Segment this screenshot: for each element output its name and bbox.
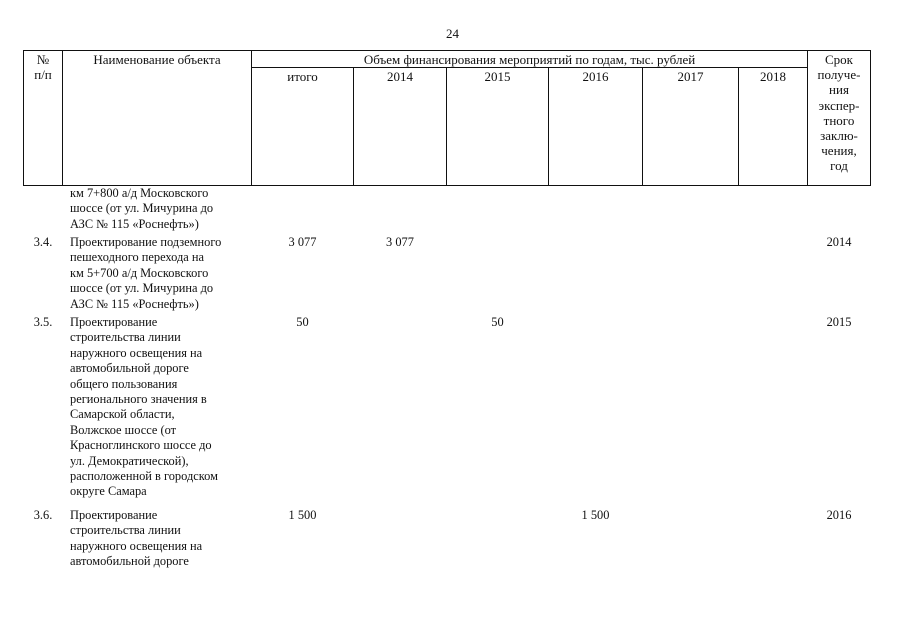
row-1-num: 3.4. — [33, 235, 53, 249]
row-2-num: 3.5. — [33, 315, 53, 329]
row-3-name: Проектирование строительства линии наружного освещения на автомобильной дороге — [70, 508, 203, 569]
row-1-name: Проектирование подземного пешеходного перехода на км 5+700 а/д Московского шоссе (от ул. Мичурина до АЗС № 115 «Роснефть») — [70, 235, 222, 311]
header-total: итого — [287, 69, 318, 84]
row-2-total: 50 — [296, 315, 309, 329]
row-0-name: км 7+800 а/д Московского шоссе (от ул. Мичурина до АЗС № 115 «Роснефть») — [70, 186, 214, 231]
row-3-total: 1 500 — [288, 508, 317, 522]
header-year-2017: 2017 — [677, 69, 704, 84]
header-year-2014: 2014 — [387, 69, 413, 84]
header-deadline: Срок получе- ния экспер- тного заклю- чения, год — [817, 52, 861, 174]
header-year-2015: 2015 — [484, 69, 511, 84]
row-2-2015: 50 — [491, 315, 504, 329]
header-financing: Объем финансирования мероприятий по годам, тыс. рублей — [363, 52, 696, 67]
row-2-name: Проектирование строительства линии наружного освещения на автомобильной дороге общего пользования регионального значения в Самарской области, Волжское шоссе (от Красноглинского шоссе до ул. Демократической), расположенной в городском округе Самара — [70, 315, 218, 499]
row-3-deadline: 2016 — [826, 508, 852, 522]
row-1-total: 3 077 — [288, 235, 317, 249]
row-1-2014: 3 077 — [386, 235, 414, 249]
header-year-2016: 2016 — [582, 69, 609, 84]
page-number: 24 — [446, 26, 459, 41]
row-2-deadline: 2015 — [826, 315, 852, 329]
row-3-num: 3.6. — [33, 508, 53, 522]
header-num: № п/п — [34, 52, 52, 82]
row-3-2016: 1 500 — [581, 508, 610, 522]
header-year-2018: 2018 — [760, 69, 786, 84]
header-name: Наименование объекта — [93, 52, 221, 67]
row-1-deadline: 2014 — [826, 235, 852, 249]
